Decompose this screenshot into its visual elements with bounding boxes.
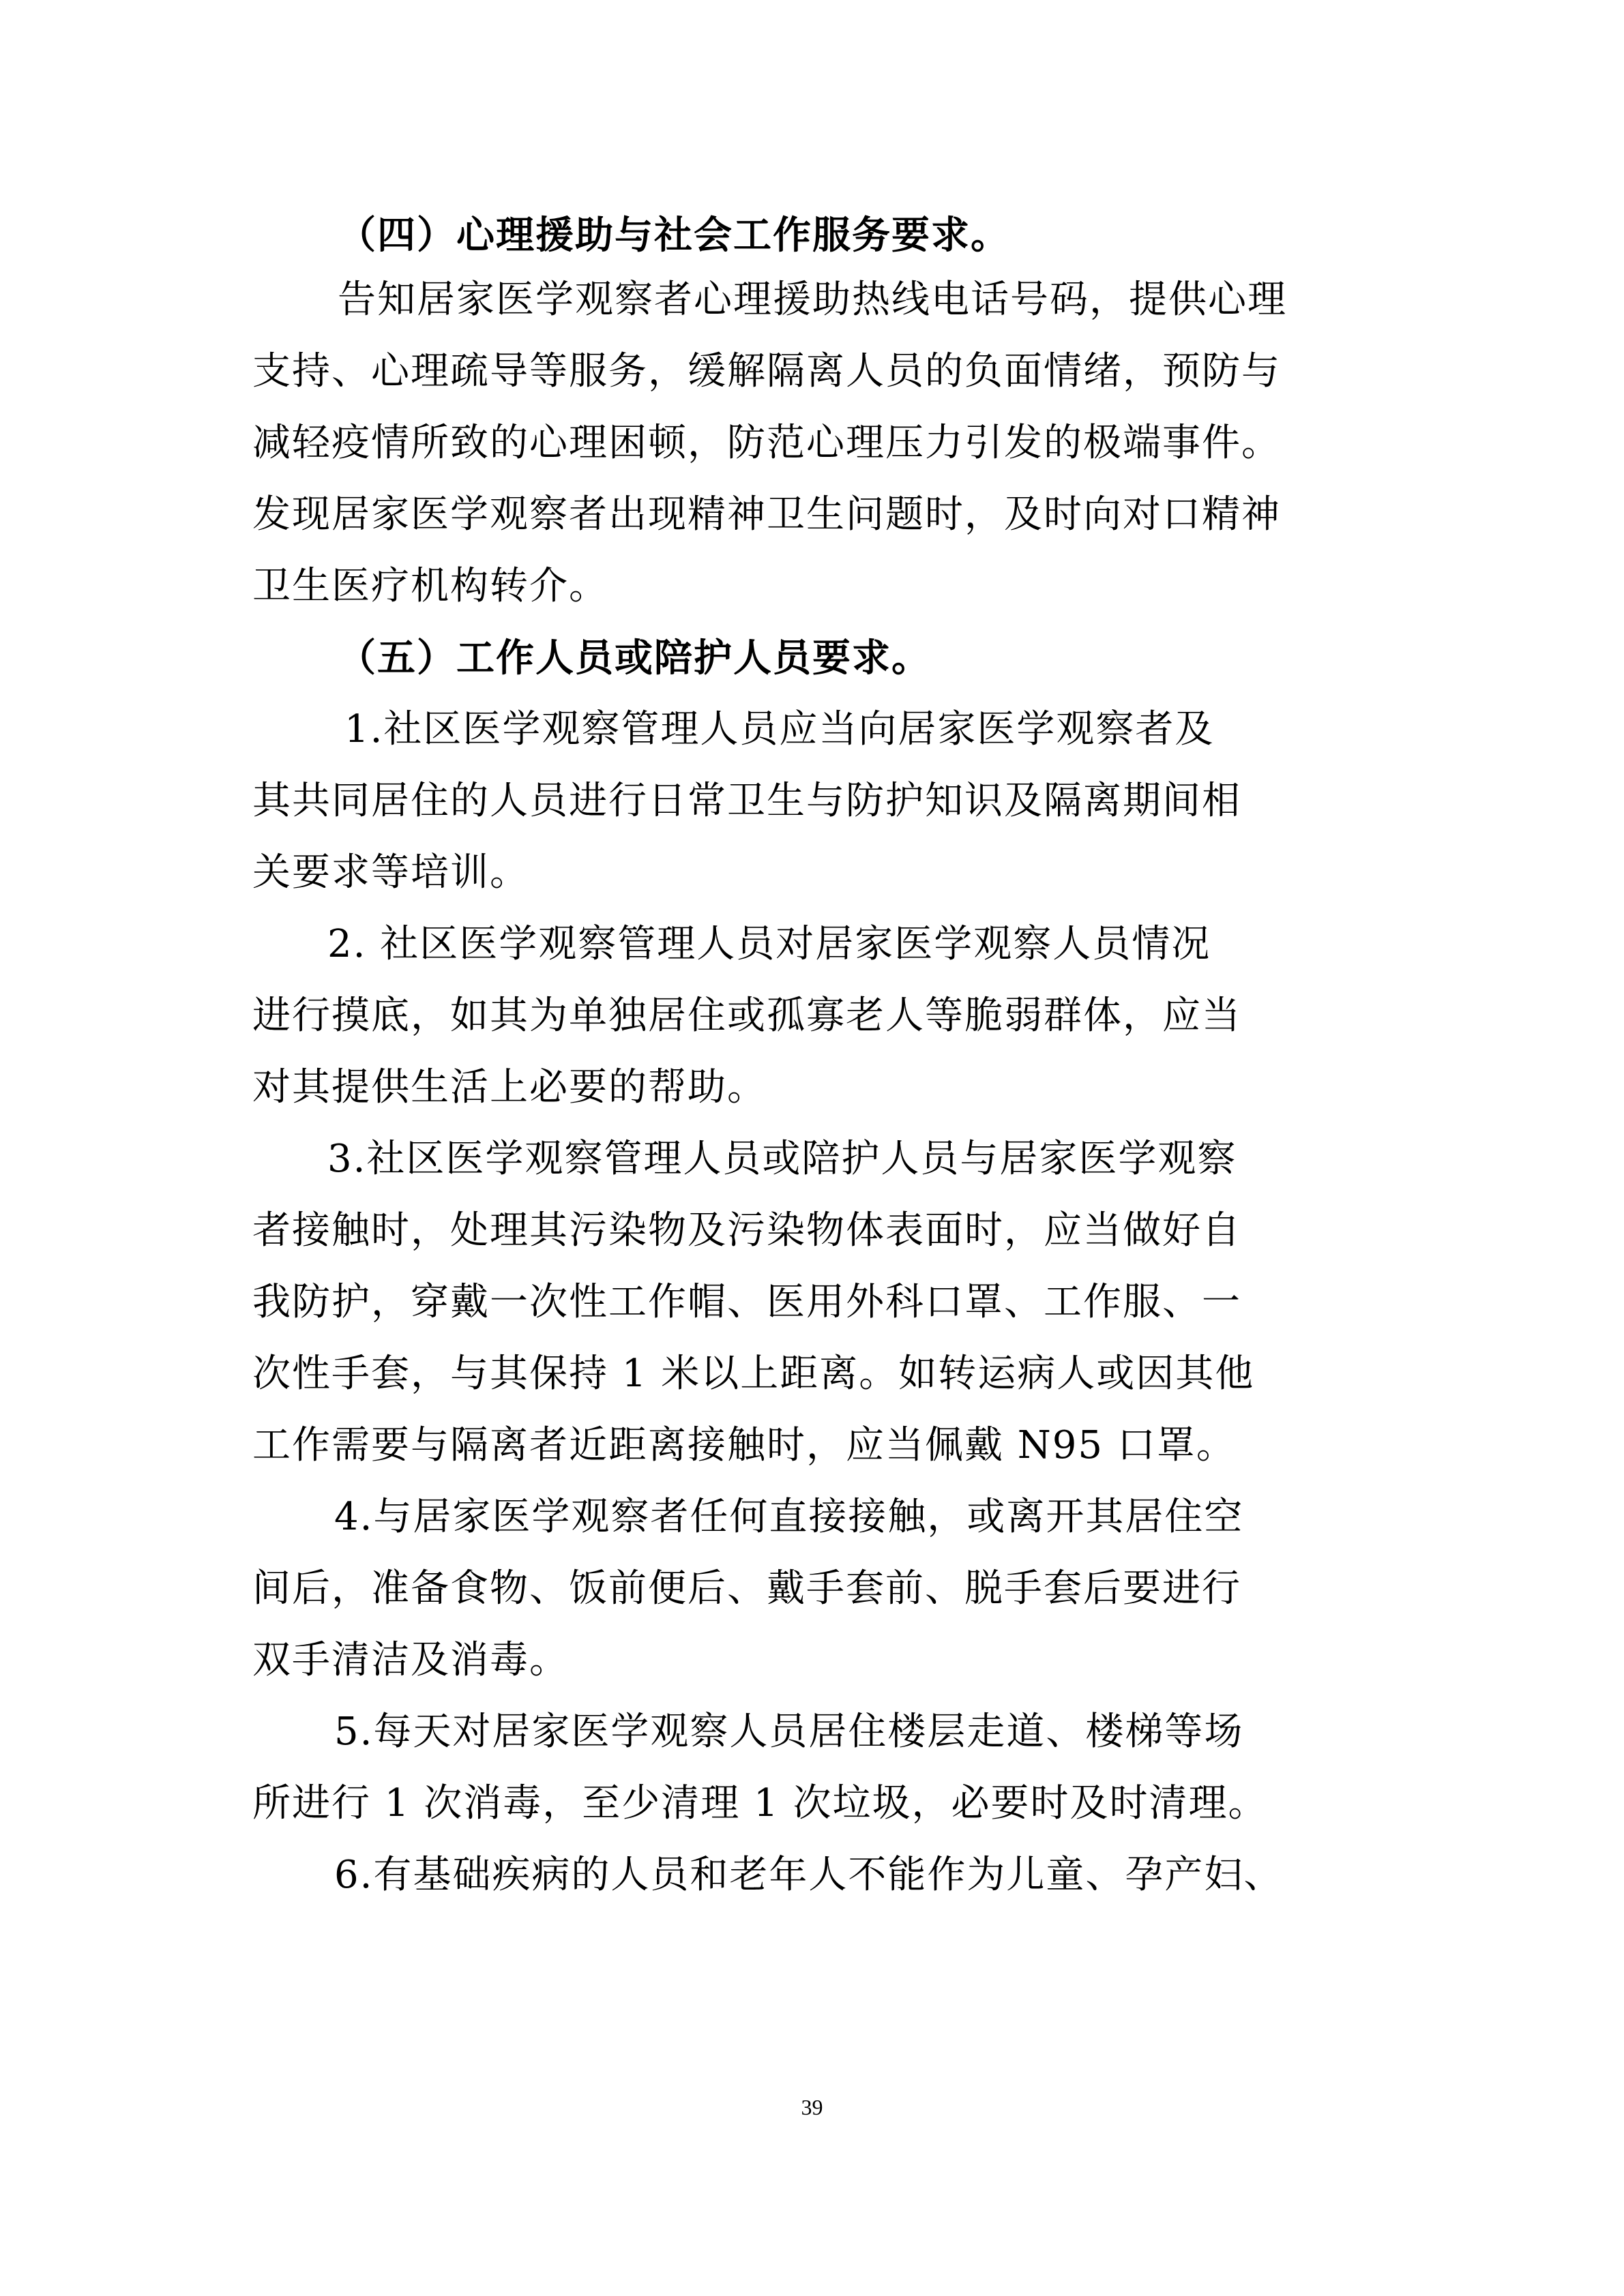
item-1-line-2: 其共同居住的人员进行日常卫生与防护知识及隔离期间相 bbox=[252, 779, 1241, 823]
item-2-line-1: 2. 社区医学观察管理人员对居家医学观察人员情况 bbox=[327, 922, 1211, 966]
item-4-line-3: 双手清洁及消毒。 bbox=[252, 1638, 569, 1682]
item-3-line-2: 者接触时，处理其污染物及污染物体表面时，应当做好自 bbox=[252, 1208, 1241, 1253]
paragraph-4-line-3: 减轻疫情所致的心理困顿，防范心理压力引发的极端事件。 bbox=[252, 421, 1281, 465]
paragraph-4-line-5: 卫生医疗机构转介。 bbox=[252, 564, 608, 608]
item-5-line-1: 5.每天对居家医学观察人员居住楼层走道、楼梯等场 bbox=[334, 1710, 1244, 1754]
paragraph-4-line-4: 发现居家医学观察者出现精神卫生问题时，及时向对口精神 bbox=[252, 492, 1281, 537]
item-3-line-5: 工作需要与隔离者近距离接触时，应当佩戴 N95 口罩。 bbox=[252, 1423, 1236, 1467]
paragraph-4-line-1: 告知居家医学观察者心理援助热线电话号码，提供心理 bbox=[338, 278, 1287, 322]
item-3-line-3: 我防护，穿戴一次性工作帽、医用外科口罩、工作服、一 bbox=[252, 1280, 1241, 1324]
item-3-line-4: 次性手套，与其保持 1 米以上距离。如转运病人或因其他 bbox=[252, 1352, 1255, 1396]
item-2-line-3: 对其提供生活上必要的帮助。 bbox=[252, 1065, 767, 1109]
page-number: 39 bbox=[801, 2095, 823, 2119]
item-6-line-1: 6.有基础疾病的人员和老年人不能作为儿童、孕产妇、 bbox=[334, 1853, 1284, 1897]
section-heading-5: （五）工作人员或陪护人员要求。 bbox=[338, 636, 931, 681]
paragraph-4-line-2: 支持、心理疏导等服务，缓解隔离人员的负面情绪，预防与 bbox=[252, 349, 1281, 393]
item-4-line-1: 4.与居家医学观察者任何直接接触，或离开其居住空 bbox=[334, 1495, 1244, 1539]
item-3-line-1: 3.社区医学观察管理人员或陪护人员与居家医学观察 bbox=[327, 1137, 1237, 1181]
section-heading-4: （四）心理援助与社会工作服务要求。 bbox=[338, 213, 1010, 258]
item-1-line-3: 关要求等培训。 bbox=[252, 850, 529, 895]
item-4-line-2: 间后，准备食物、饭前便后、戴手套前、脱手套后要进行 bbox=[252, 1566, 1241, 1611]
item-1-line-1: 1.社区医学观察管理人员应当向居家医学观察者及 bbox=[344, 707, 1215, 751]
item-5-line-2: 所进行 1 次消毒，至少清理 1 次垃圾，必要时及时清理。 bbox=[252, 1781, 1268, 1825]
item-2-line-2: 进行摸底，如其为单独居住或孤寡老人等脆弱群体，应当 bbox=[252, 994, 1241, 1038]
